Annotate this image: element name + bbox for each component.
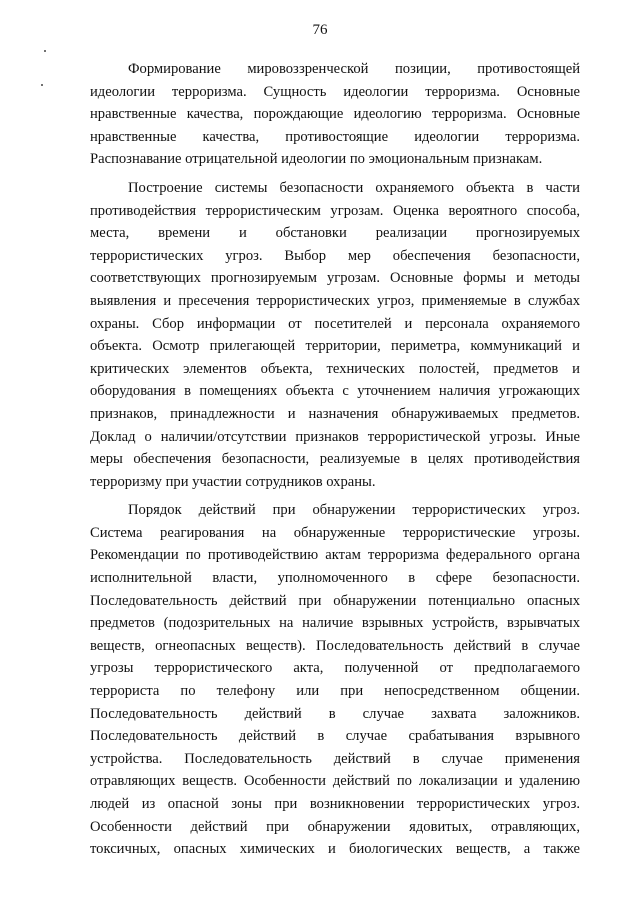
text-line: террористических угроз. Выбор мер обеспечения безопасности, [90,247,580,264]
paragraph [90,499,580,861]
paragraph [90,58,580,171]
text-line: идеологии терроризма. Сущность идеологии терроризма. Основные [90,83,580,100]
text-line: токсичных, опасных химических и биологических веществ, а также [90,841,580,858]
text-line: меры обеспечения безопасности, реализуемые в целях противодействия [90,451,580,468]
text-line: отравляющих веществ. Особенности действий по локализации и удалению [90,773,580,790]
text-line: Доклад о наличии/отсутствии признаков террористической угрозы. Иные [90,428,580,445]
text-line: Рекомендации по противодействию актам терроризма федерального органа [90,547,580,564]
text-line: Формирование мировоззренческой позиции, противостоящей [128,61,580,77]
text-line: устройства. Последовательность действий в случае применения [90,750,580,767]
text-line: оборудования в помещениях объекта с уточнением наличия угрожающих [90,383,580,400]
text-line: объекта. Осмотр прилегающей территории, периметра, коммуникаций и [90,338,580,355]
text-line: нравственные качества, порождающие идеологию терроризма. Основные [90,106,580,123]
text-line: критических элементов объекта, технических полостей, предметов и [90,360,580,377]
text-line: Построение системы безопасности охраняемого объекта в части [128,179,580,196]
text-line: Особенности действий при обнаружении ядовитых, отравляющих, [90,818,580,835]
paragraph [90,177,580,493]
text-line: признаков, принадлежности и назначения обнаруживаемых предметов. [90,405,580,422]
text-line: Последовательность действий в случае захвата заложников. [90,705,580,722]
text-line: предметов (подозрительных на наличие взрывных устройств, взрывчатых [90,615,580,632]
text-line: Система реагирования на обнаруженные террористические угрозы. [90,524,580,541]
scan-mark [44,50,46,52]
text-line: Порядок действий при обнаружении террористических угроз. [128,502,580,519]
text-line: исполнительной власти, уполномоченного в сфере безопасности. [90,570,580,587]
text-line: терроризму при участии сотрудников охраны. [90,473,376,490]
text-line: Распознавание отрицательной идеологии по эмоциональным признакам. [90,151,543,168]
text-line: людей из опасной зоны при возникновении террористических угроз. [90,796,580,812]
page-number: 76 [312,22,328,38]
text-line: противодействия террористическим угрозам. Оценка вероятного способа, [90,202,580,219]
text-line: веществ, огнеопасных веществ). Последовательность действий в случае [90,637,580,654]
text-line: террориста по телефону или при непосредственном общении. [90,683,580,700]
text-line: места, времени и обстановки реализации прогнозируемых [90,225,580,242]
text-line: соответствующих прогнозируемым угрозам. Основные формы и методы [90,270,580,287]
text-line: угрозы террористического акта, полученной от предполагаемого [90,660,580,677]
scan-mark [41,84,43,86]
text-line: Последовательность действий в случае срабатывания взрывного [90,728,580,745]
text-line: охраны. Сбор информации от посетителей и персонала охраняемого [90,315,580,332]
text-line: нравственные качества, противостоящие идеологии терроризма. [90,128,580,145]
text-line: выявления и пресечения террористических угроз, применяемые в службах [90,292,580,309]
document-body [90,58,580,861]
text-line: Последовательность действий при обнаружении потенциально опасных [90,592,580,609]
